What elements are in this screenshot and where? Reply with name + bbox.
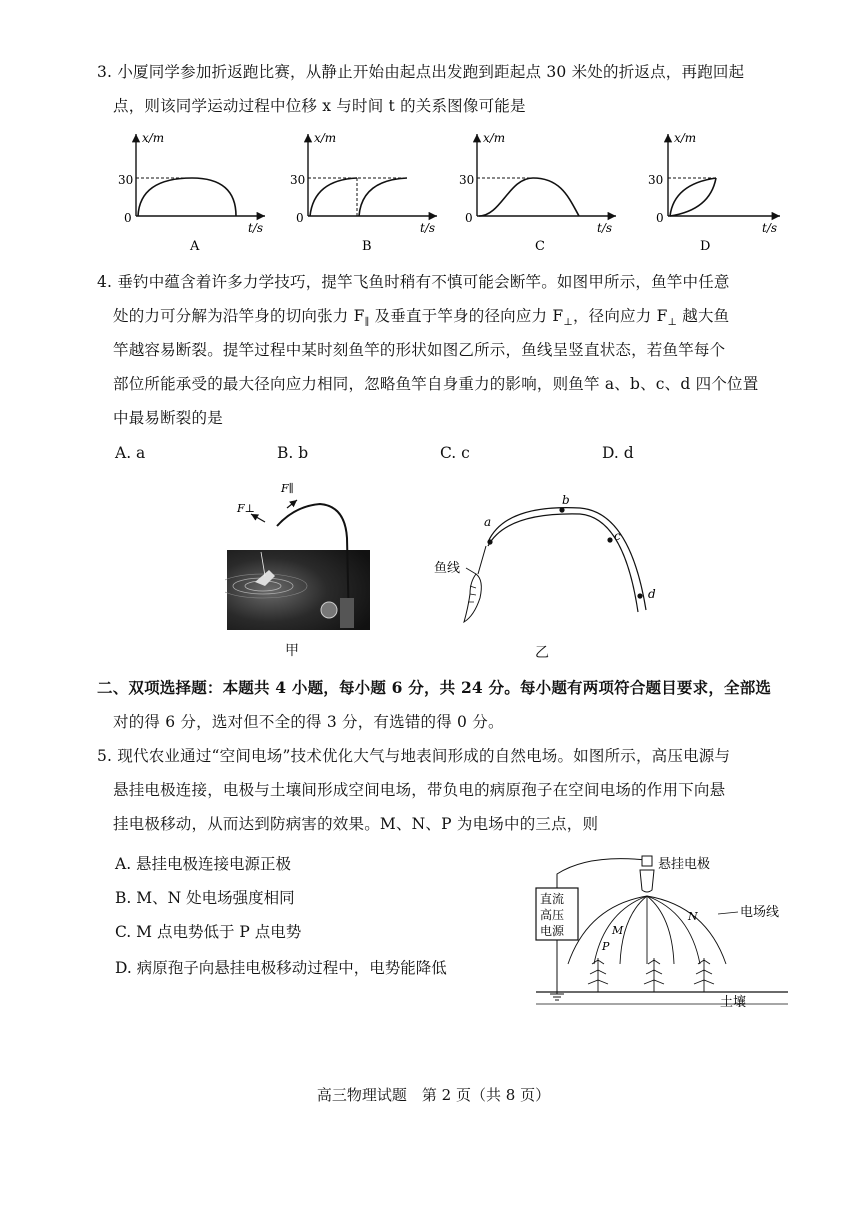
q4-line4: 部位所能承受的最大径向应力相同，忽略鱼竿自身重力的影响，则鱼竿 a、b、c、d 四个位置: [113, 375, 759, 393]
graph-d-ylabel: x/m: [674, 131, 697, 145]
q4-line5: 中最易断裂的是: [113, 409, 223, 427]
caption-yi: 乙: [535, 645, 549, 661]
q5-line2: 悬挂电极连接，电极与土壤间形成空间电场，带负电的病原孢子在空间电场的作用下向悬: [113, 781, 726, 799]
yi-label-c: c: [614, 529, 621, 543]
graph-d-label: D: [700, 239, 711, 254]
q4-line1: 4. 垂钓中蕴含着许多力学技巧，提竿飞鱼时稍有不慎可能会断竿。如图甲所示，鱼竿中任意: [97, 273, 730, 291]
caption-jia: 甲: [285, 643, 299, 659]
page-footer: 高三物理试题 第 2 页（共 8 页）: [316, 1086, 551, 1104]
graph-b-label: B: [362, 239, 372, 254]
graph-c-label: C: [535, 239, 545, 254]
yi-label-b: b: [562, 493, 570, 507]
graph-c-xlabel: t/s: [597, 221, 613, 235]
graph-d-tick: 30: [648, 173, 664, 187]
graph-a-tick: 30: [118, 173, 134, 187]
graph-c-origin: 0: [465, 211, 473, 225]
yi-label-d: d: [648, 587, 656, 601]
label-f-par: F∥: [281, 482, 294, 495]
graph-a-label: A: [190, 239, 200, 254]
graph-d-xlabel: t/s: [762, 221, 778, 235]
label-f-perp: F⊥: [237, 502, 255, 515]
plants: [588, 958, 714, 992]
q5-line1: 5. 现代农业通过“空间电场”技术优化大气与地表间形成的自然电场。如图所示，高压电源与: [97, 747, 731, 765]
graph-b-ylabel: x/m: [314, 131, 337, 145]
section2-line2: 对的得 6 分，选对但不全的得 3 分，有选错的得 0 分。: [113, 713, 504, 731]
section2-line1: 二、双项选择题：本题共 4 小题，每小题 6 分，共 24 分。每小题有两项符合题目要求，全部选: [97, 678, 772, 697]
graph-a-ylabel: x/m: [142, 131, 165, 145]
graph-a: [110, 128, 270, 258]
label-m: M: [612, 924, 624, 937]
source-line1: 直流: [540, 892, 565, 906]
q3-line2: 点，则该同学运动过程中位移 x 与时间 t 的关系图像可能是: [113, 97, 526, 115]
graph-c: [451, 128, 621, 258]
q5-option-d: D. 病原孢子向悬挂电极移动过程中，电势能降低: [115, 959, 447, 977]
q4-line3: 竿越容易断裂。提竿过程中某时刻鱼竿的形状如图乙所示，鱼线呈竖直状态，若鱼竿每个: [113, 341, 726, 359]
source-line3: 电源: [540, 924, 565, 938]
q5-option-a: A. 悬挂电极连接电源正极: [115, 855, 292, 873]
label-soil: 土壤: [720, 995, 747, 1010]
graph-c-tick: 30: [459, 173, 475, 187]
graph-b-origin: 0: [296, 211, 304, 225]
q5-line3: 挂电极移动，从而达到防病害的效果。M、N、P 为电场中的三点，则: [113, 815, 599, 833]
q3-line1: 3. 小厦同学参加折返跑比赛，从静止开始由起点出发跑到距起点 30 米处的折返点，再跑回起: [97, 63, 745, 81]
figure-yi: [420, 490, 670, 635]
q5-option-c: C. M 点电势低于 P 点电势: [115, 923, 302, 941]
q4-option-c: C. c: [440, 444, 470, 462]
source-line2: 高压: [540, 908, 565, 922]
yi-label-a: a: [484, 515, 492, 529]
q4-line2: 处的力可分解为沿竿身的切向张力 $F_\parallel$ 及垂直于竿身的径向应力 $F_\perp$，径向应力 $F_\perp$ 越大鱼: [113, 307, 730, 329]
graph-a-origin: 0: [124, 211, 132, 225]
graph-a-xlabel: t/s: [248, 221, 264, 235]
q4-option-b: B. b: [277, 444, 309, 462]
graph-c-ylabel: x/m: [483, 131, 506, 145]
label-electrode: 悬挂电极: [658, 857, 711, 872]
figure-electric-field: [528, 846, 798, 1016]
graph-b-tick: 30: [290, 173, 306, 187]
figure-jia: [225, 478, 375, 633]
graph-d-origin: 0: [656, 211, 664, 225]
graph-b: [282, 128, 442, 258]
graph-d: [630, 128, 790, 258]
label-field-line: 电场线: [740, 905, 780, 920]
label-p: P: [602, 940, 610, 953]
graph-b-xlabel: t/s: [420, 221, 436, 235]
label-n: N: [688, 910, 698, 923]
yi-label-line: 鱼线: [434, 561, 461, 576]
q4-option-a: A. a: [115, 444, 146, 462]
q5-option-b: B. M、N 处电场强度相同: [115, 889, 295, 907]
q4-option-d: D. d: [602, 444, 634, 462]
